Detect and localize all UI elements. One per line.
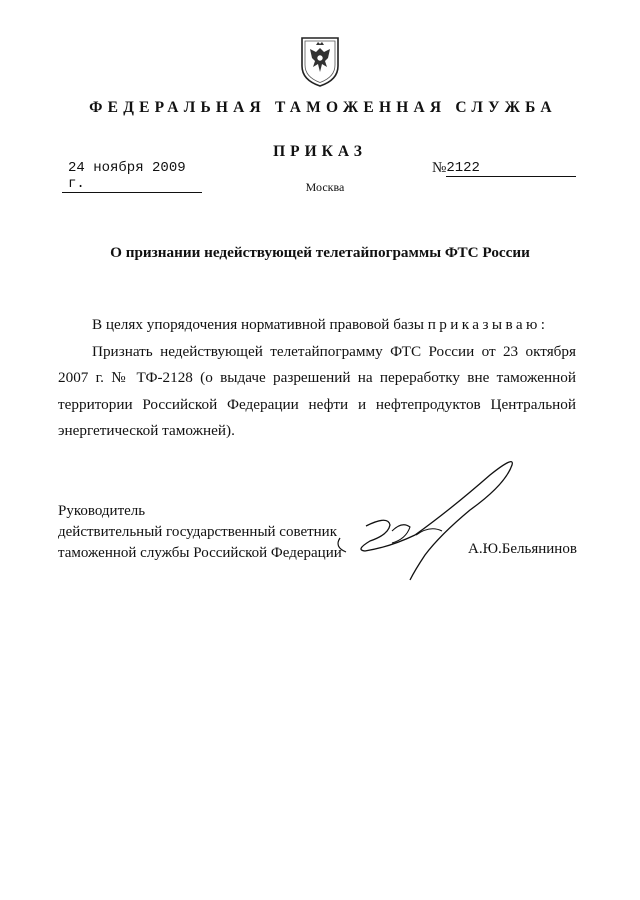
handwritten-signature [330,455,530,585]
document-title: О признании недействующей телетайпограммы ФТС России [110,244,530,261]
intro-tail: : [540,316,545,333]
document-body [58,312,576,445]
position-line: действительный государственный советник [58,524,338,540]
city: Москва [305,180,345,194]
number-sign: № [432,160,447,176]
document-type: ПРИКАЗ [273,143,367,160]
organization-name: ФЕДЕРАЛЬНАЯ ТАМОЖЕННАЯ СЛУЖБА [89,99,557,116]
signatory-position [58,501,342,564]
main-paragraph: Признать недействующей телетайпограмму ФТС России от 23 октября 2007 г. № ТФ-2128 (о выдаче разрешений на переработку вне таможенной территории Российской Федерации нефти и нефтепродуктов Центральной энергетической таможней). [58,342,576,439]
intro-lead: В целях упорядочения нормативной правовой базы [92,316,428,333]
order-number: 2122 [446,160,576,177]
position-line: Руководитель [58,503,146,519]
intro-paragraph [58,312,576,339]
coat-of-arms-icon [298,34,342,88]
signatory-name: А.Ю.Бельянинов [468,541,577,557]
order-word: приказываю [427,316,541,333]
order-date: 24 ноября 2009 г. [68,160,186,192]
order-number-field [432,160,576,177]
position-line: таможенной службы Российской Федерации [58,545,342,561]
